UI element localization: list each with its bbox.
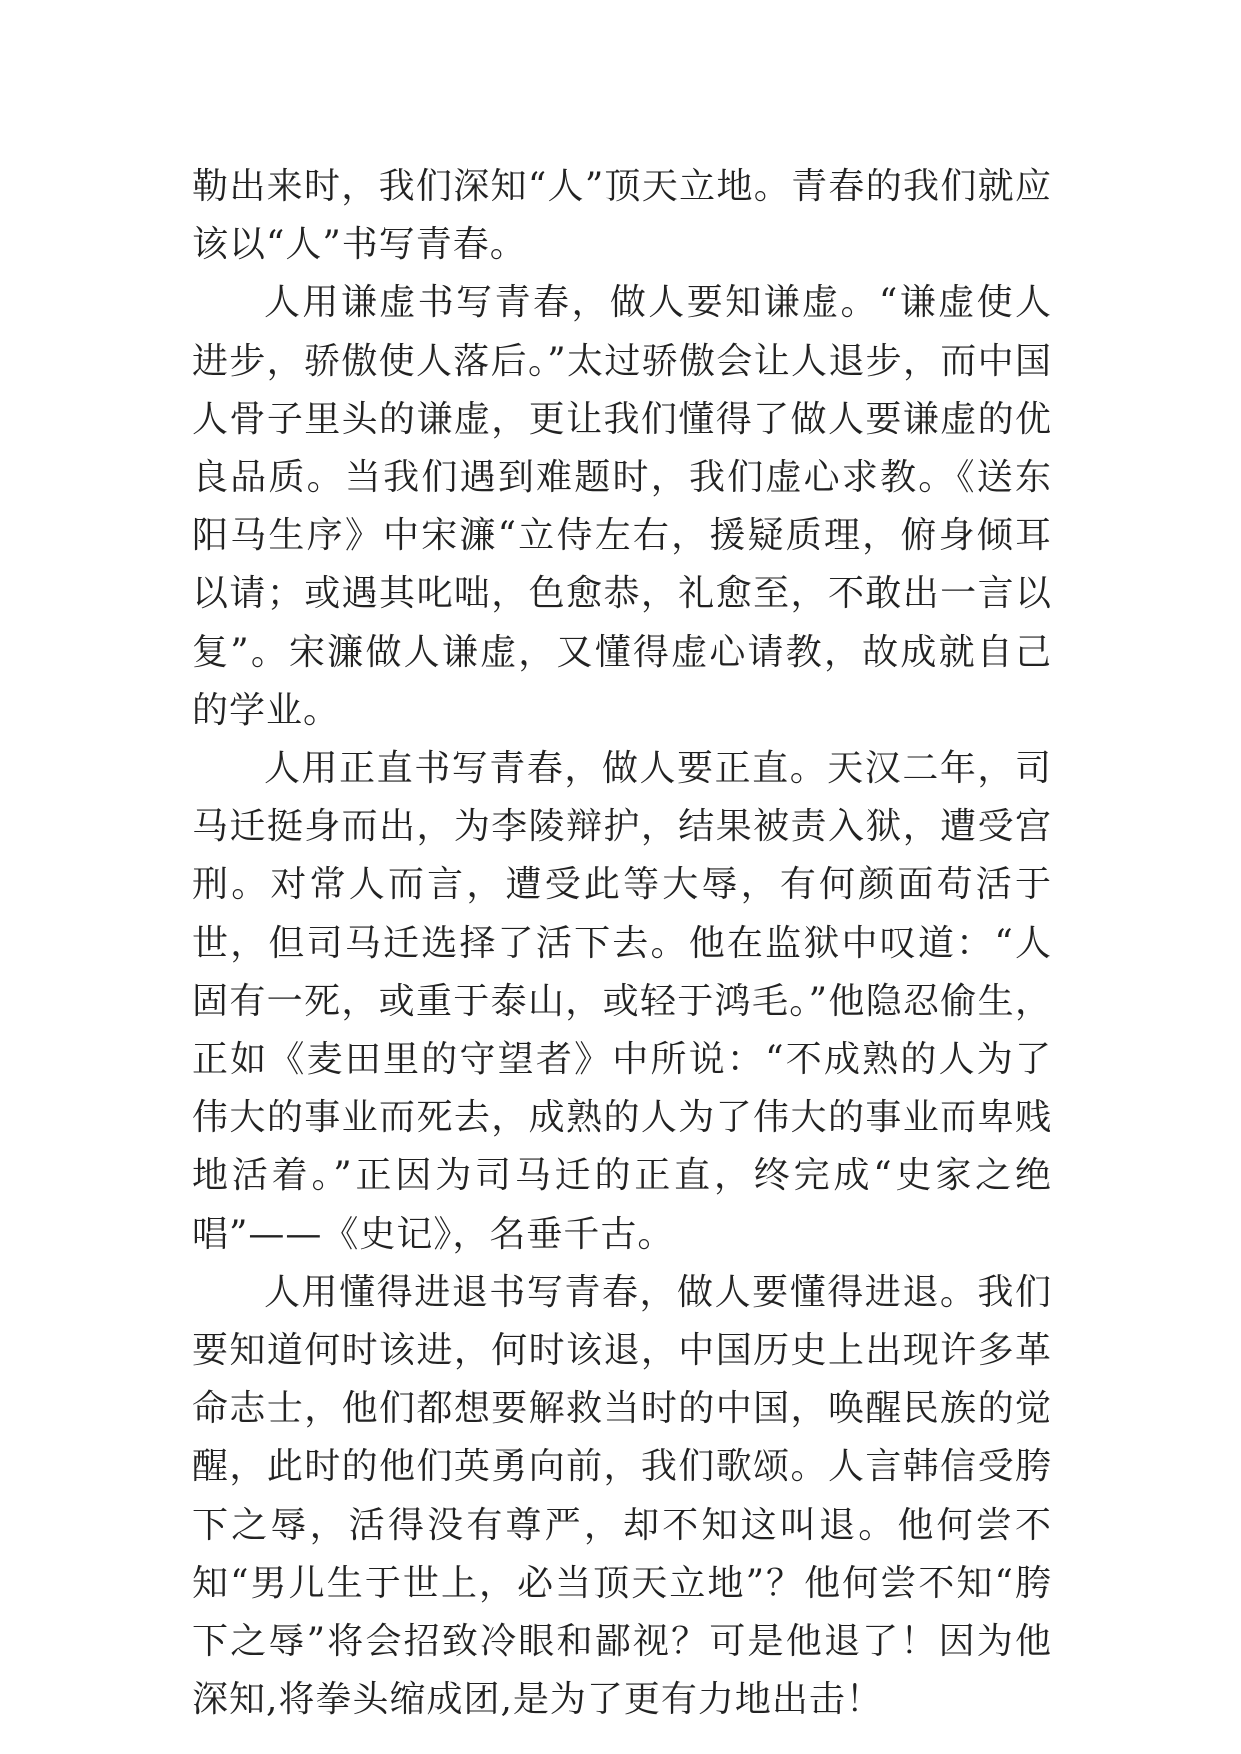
body-text	[192, 158, 1052, 1729]
paragraph-2: 人用谦虚书写青春，做人要知谦虚。“谦虚使人进步，骄傲使人落后。”太过骄傲会让人退步，而中国人骨子里头的谦虚，更让我们懂得了做人要谦虚的优良品质。当我们遇到难题时，我们虚心求教。《送东阳马生序》中宋濂“立侍左右，援疑质理，俯身倾耳以请；或遇其叱咄，色愈恭，礼愈至，不敢出一言以复”。宋濂做人谦虚，又懂得虚心请教，故成就自己的学业。	[192, 282, 1052, 731]
paragraph-3: 人用正直书写青春，做人要正直。天汉二年，司马迁挺身而出，为李陵辩护，结果被责入狱，遭受宫刑。对常人而言，遭受此等大辱，有何颜面苟活于世，但司马迁选择了活下去。他在监狱中叹道：“人固有一死，或重于泰山，或轻于鸿毛。”他隐忍偷生，正如《麦田里的守望者》中所说：“不成熟的人为了伟大的事业而死去，成熟的人为了伟大的事业而卑贱地活着。”正因为司马迁的正直，终完成“史家之绝唱”——《史记》，名垂千古。	[192, 748, 1052, 1255]
paragraph-4: 人用懂得进退书写青春，做人要懂得进退。我们要知道何时该进，何时该退，中国历史上出现许多革命志士，他们都想要解救当时的中国，唤醒民族的觉醒，此时的他们英勇向前，我们歌颂。人言韩信受胯下之辱，活得没有尊严，却不知这叫退。他何尝不知“男儿生于世上，必当顶天立地”？他何尝不知“胯下之辱”将会招致冷眼和鄙视？可是他退了！因为他深知,将拳头缩成团,是为了更有力地出击！	[192, 1271, 1052, 1721]
paragraph-1: 勒出来时，我们深知“人”顶天立地。青春的我们就应该以“人”书写青春。	[192, 166, 1052, 266]
